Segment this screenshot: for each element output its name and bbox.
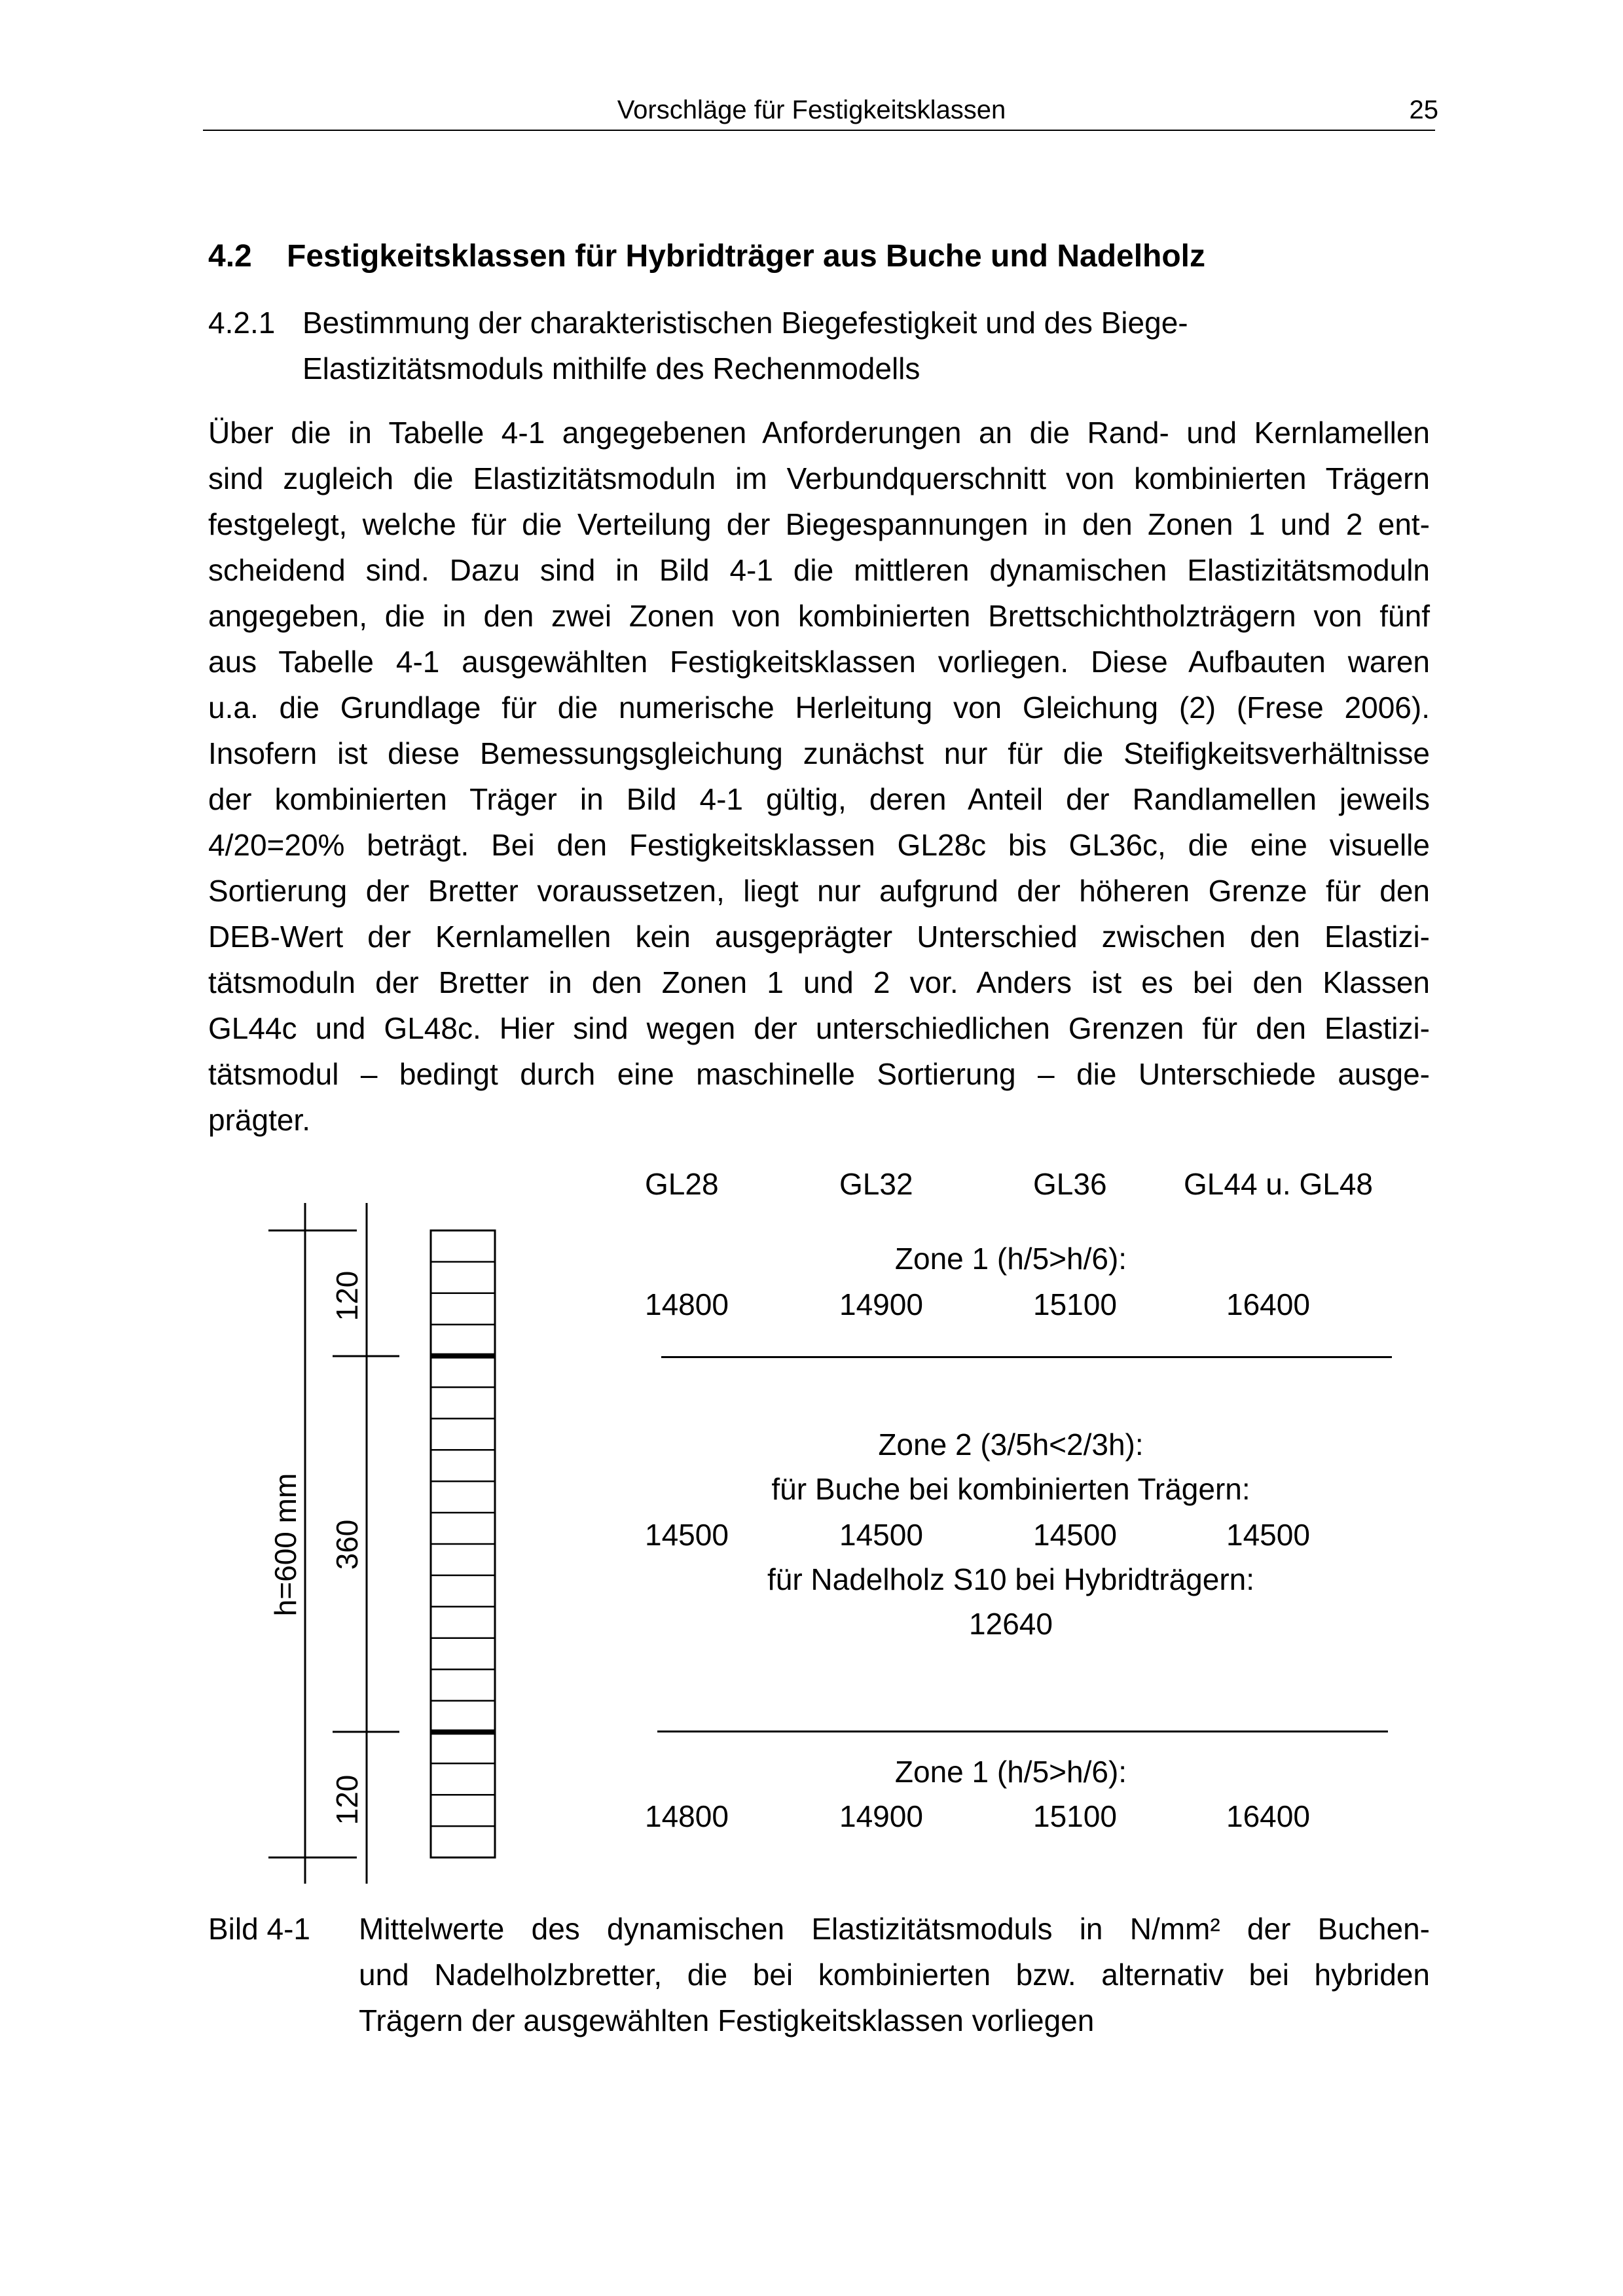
body-line: festgelegt, welche für die Verteilung der Biegespannungen in den Zonen 1 und 2 ent- xyxy=(208,507,1430,541)
body-line: sind zugleich die Elastizitätsmoduln im Verbundquerschnitt von kombinierten Trägern xyxy=(208,461,1430,495)
body-line: angegeben, die in den zwei Zonen von kombinierten Brettschichtholzträgern von fünf xyxy=(208,599,1430,633)
running-header-title: Vorschläge für Festigkeitsklassen xyxy=(617,96,1006,124)
zone2-buche-value: 14500 xyxy=(1033,1518,1117,1552)
zone1-bottom-value: 14800 xyxy=(645,1799,729,1833)
zone2-nadelholz-value: 12640 xyxy=(969,1607,1053,1641)
zone2-buche-value: 14500 xyxy=(1226,1518,1310,1552)
bottom-zone-dimension-label: 120 xyxy=(330,1774,364,1825)
class-label: GL44 u. GL48 xyxy=(1184,1167,1373,1201)
body-line: tätsmoduln der Bretter in den Zonen 1 und 2 vor. Anders ist es bei den Klassen xyxy=(208,965,1430,999)
figure-caption-line: und Nadelholzbretter, die bei kombinierten bzw. alternativ bei hybriden xyxy=(359,1958,1430,1992)
zone1-bottom-value: 15100 xyxy=(1033,1799,1117,1833)
zone1-bottom-value: 14900 xyxy=(839,1799,923,1833)
header-rule xyxy=(203,130,1435,131)
zone2-buche-label: für Buche bei kombinierten Trägern: xyxy=(771,1472,1250,1506)
total-height-label: h=600 mm xyxy=(268,1473,302,1617)
class-label: GL32 xyxy=(839,1167,913,1201)
lamella-stack xyxy=(431,1230,495,1857)
beam-cross-section-diagram xyxy=(262,1191,537,1898)
section-number: 4.2 xyxy=(208,239,252,274)
body-line: GL44c und GL48c. Hier sind wegen der unterschiedlichen Grenzen für den Elastizi- xyxy=(208,1011,1430,1045)
figure-caption-line: Mittelwerte des dynamischen Elastizitätsmoduls in N/mm² der Buchen- xyxy=(359,1912,1430,1946)
body-line: u.a. die Grundlage für die numerische Herleitung von Gleichung (2) (Frese 2006). xyxy=(208,691,1430,725)
figure-caption-line: Trägern der ausgewählten Festigkeitsklassen vorliegen xyxy=(359,2003,1095,2037)
top-zone-dimension-label: 120 xyxy=(330,1270,364,1321)
body-line: der kombinierten Träger in Bild 4-1 gültig, deren Anteil der Randlamellen jeweils xyxy=(208,782,1430,816)
page-number: 25 xyxy=(1409,96,1438,124)
zone1-top-value: 14900 xyxy=(839,1287,923,1321)
class-label: GL36 xyxy=(1033,1167,1107,1201)
section-title: Festigkeitsklassen für Hybridträger aus Buche und Nadelholz xyxy=(287,239,1206,274)
zone1-top-label: Zone 1 (h/5>h/6): xyxy=(894,1242,1127,1276)
section-heading xyxy=(208,238,1205,274)
zone1-top-value: 16400 xyxy=(1226,1287,1310,1321)
zone1-top-value: 15100 xyxy=(1033,1287,1117,1321)
subsection-number: 4.2.1 xyxy=(208,306,276,340)
zone1-bottom-label: Zone 1 (h/5>h/6): xyxy=(894,1755,1127,1789)
body-line: aus Tabelle 4-1 ausgewählten Festigkeitsklassen vorliegen. Diese Aufbauten waren xyxy=(208,645,1430,679)
subsection-title-line2: Elastizitätsmoduls mithilfe des Rechenmodells xyxy=(302,351,921,386)
middle-zone-dimension-label: 360 xyxy=(330,1519,364,1570)
zone-separator-rule xyxy=(657,1731,1388,1732)
body-line: scheidend sind. Dazu sind in Bild 4-1 die mittleren dynamischen Elastizitätsmoduln xyxy=(208,553,1430,587)
zone1-top-value: 14800 xyxy=(645,1287,729,1321)
body-line: DEB-Wert der Kernlamellen kein ausgeprägter Unterschied zwischen den Elastizi- xyxy=(208,920,1430,954)
class-label: GL28 xyxy=(645,1167,719,1201)
body-line: Insofern ist diese Bemessungsgleichung zunächst nur für die Steifigkeitsverhältnisse xyxy=(208,736,1430,770)
subsection-title-line1: Bestimmung der charakteristischen Biegefestigkeit und des Biege- xyxy=(302,306,1188,340)
zone1-bottom-value: 16400 xyxy=(1226,1799,1310,1833)
body-line: prägter. xyxy=(208,1103,310,1137)
zone2-label: Zone 2 (3/5h<2/3h): xyxy=(878,1427,1144,1462)
body-line: Sortierung der Bretter voraussetzen, liegt nur aufgrund der höheren Grenze für den xyxy=(208,874,1430,908)
zone2-buche-value: 14500 xyxy=(839,1518,923,1552)
body-line: tätsmodul – bedingt durch eine maschinelle Sortierung – die Unterschiede ausge- xyxy=(208,1057,1430,1091)
zone-separator-rule xyxy=(661,1356,1392,1358)
body-line: Über die in Tabelle 4-1 angegebenen Anforderungen an die Rand- und Kernlamellen xyxy=(208,416,1430,450)
zone2-nadelholz-label: für Nadelholz S10 bei Hybridträgern: xyxy=(767,1562,1255,1596)
figure-caption-label: Bild 4-1 xyxy=(208,1912,310,1946)
zone2-buche-value: 14500 xyxy=(645,1518,729,1552)
body-line: 4/20=20% beträgt. Bei den Festigkeitsklassen GL28c bis GL36c, die eine visuelle xyxy=(208,828,1430,862)
